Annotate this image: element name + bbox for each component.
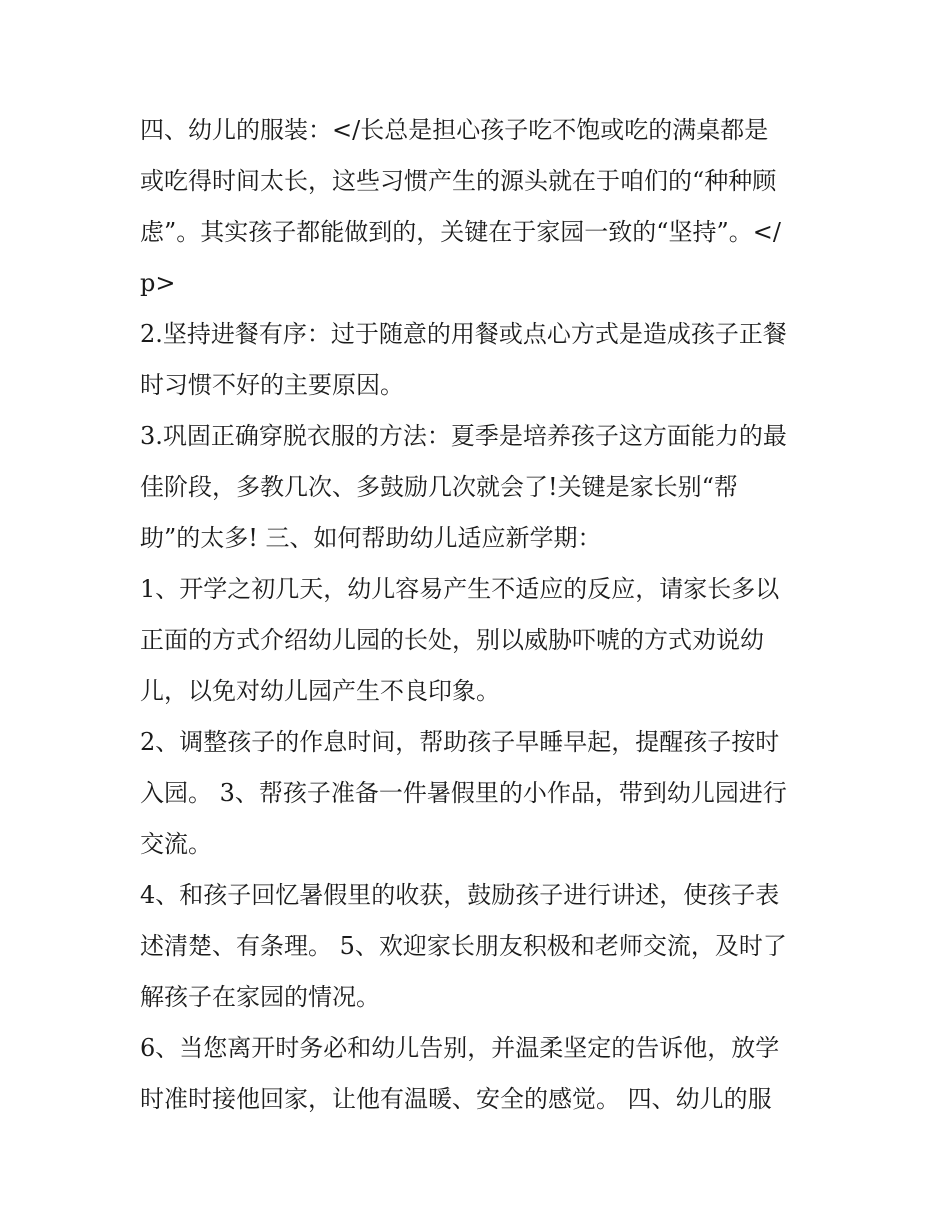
text-line: 解孩子在家园的情况。: [140, 983, 380, 1011]
text-line: 正面的方式介绍幼儿园的长处，别以威胁吓唬的方式劝说幼: [140, 626, 764, 654]
text-line: p>: [140, 269, 176, 297]
text-line: 交流。: [140, 830, 212, 858]
text-line: 1、开学之初几天，幼儿容易产生不适应的反应，请家长多以: [140, 575, 780, 603]
text-line: 佳阶段，多教几次、多鼓励几次就会了!关键是家长别“帮: [140, 473, 738, 501]
text-line: 时习惯不好的主要原因。: [140, 371, 404, 399]
text-line: 儿，以免对幼儿园产生不良印象。: [140, 677, 500, 705]
text-line: 时准时接他回家，让他有温暖、安全的感觉。 四、幼儿的服: [140, 1085, 772, 1113]
text-line: 述清楚、有条理。 5、欢迎家长朋友积极和老师交流，及时了: [140, 932, 787, 960]
text-line: 2.坚持进餐有序：过于随意的用餐或点心方式是造成孩子正餐: [140, 320, 787, 348]
text-line: 入园。 3、帮孩子准备一件暑假里的小作品，带到幼儿园进行: [140, 779, 787, 807]
text-line: 4、和孩子回忆暑假里的收获，鼓励孩子进行讲述，使孩子表: [140, 881, 780, 909]
text-line: 助”的太多! 三、如何帮助幼儿适应新学期：: [140, 524, 602, 552]
document-body: [140, 105, 810, 1125]
text-line: 6、当您离开时务必和幼儿告别，并温柔坚定的告诉他，放学: [140, 1034, 780, 1062]
text-line: 四、幼儿的服装：</长总是担心孩子吃不饱或吃的满桌都是: [140, 116, 769, 144]
text-line: 3.巩固正确穿脱衣服的方法：夏季是培养孩子这方面能力的最: [140, 422, 787, 450]
text-line: 或吃得时间太长，这些习惯产生的源头就在于咱们的“种种顾: [140, 167, 777, 195]
text-line: 2、调整孩子的作息时间，帮助孩子早睡早起，提醒孩子按时: [140, 728, 780, 756]
text-line: 虑”。其实孩子都能做到的，关键在于家园一致的“坚持”。</: [140, 218, 782, 246]
